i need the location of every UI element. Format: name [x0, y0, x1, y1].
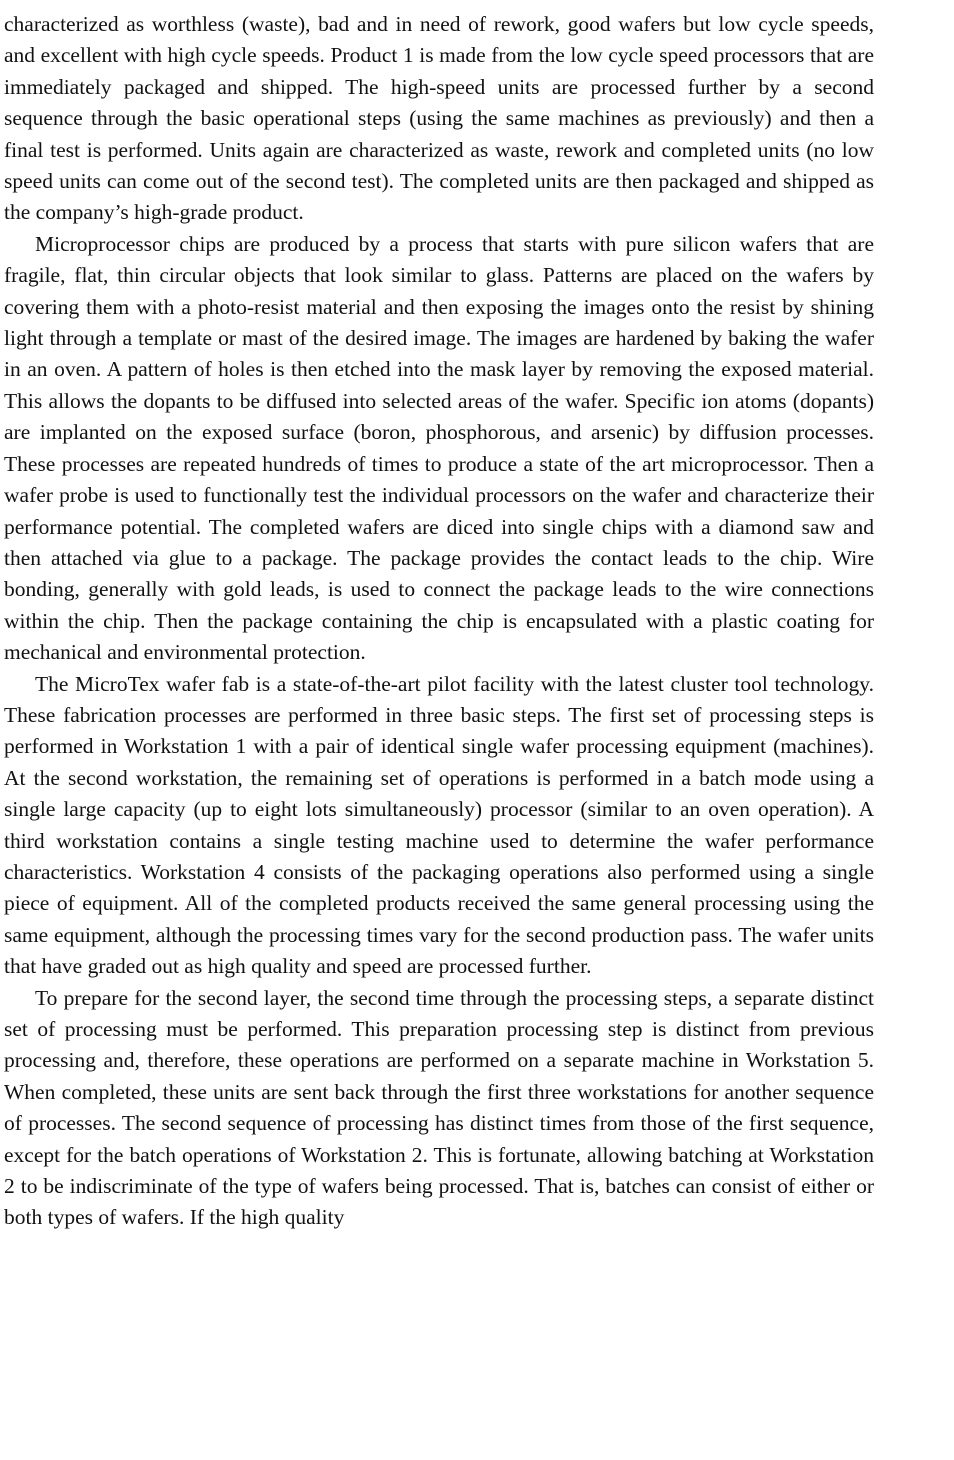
page-body [4, 9, 874, 1234]
paragraph-microtex-fab: The MicroTex wafer fab is a state-of-the-art pilot facility with the latest cluster tool technology. These fabrication processes are performed in three basic steps. The first set of processing steps is performed in Workstation 1 with a pair of identical single wafer processing equipment (machines). At the second workstation, the remaining set of operations is performed in a batch mode using a single large capacity (up to eight lots simultaneously) processor (similar to an oven operation). A third workstation contains a single testing machine used to determine the wafer performance characteristics. Workstation 4 consists of the packaging operations also performed using a single piece of equipment. All of the completed products received the same general processing using the same equipment, although the processing times vary for the second production pass. The wafer units that have graded out as high quality and speed are processed further. [4, 671, 874, 979]
paragraph-microprocessor-process: Microprocessor chips are produced by a process that starts with pure silicon wafers that are fragile, flat, thin circular objects that look similar to glass. Patterns are placed on the wafers by covering them with a photo-resist material and then exposing the images onto the resist by shining light through a template or mast of the desired image. The images are hardened by baking the wafer in an oven. A pattern of holes is then etched into the mask layer by removing the exposed material. This allows the dopants to be diffused into selected areas of the wafer. Specific ion atoms (dopants) are implanted on the exposed surface (boron, phosphorous, and arsenic) by diffusion processes. These processes are repeated hundreds of times to produce a state of the art microprocessor. Then a wafer probe is used to functionally test the individual processors on the wafer and characterize their performance potential. The completed wafers are diced into single chips with a diamond saw and then attached via glue to a package. The package provides the contact leads to the chip. Wire bonding, generally with gold leads, is used to connect the package leads to the wire connections within the chip. Then the package containing the chip is encapsulated with a plastic coating for mechanical and environmental protection. [4, 231, 874, 665]
paragraph-second-layer: To prepare for the second layer, the second time through the processing steps, a separate distinct set of processing must be performed. This preparation processing step is distinct from previous processing and, therefore, these operations are performed on a separate machine in Workstation 5. When completed, these units are sent back through the first three workstations for another sequence of processes. The second sequence of processing has distinct times from those of the first sequence, except for the batch operations of Workstation 2. This is fortunate, allowing batching at Workstation 2 to be indiscriminate of the type of wafers being processed. That is, batches can consist of either or both types of wafers. If the high quality [4, 985, 874, 1230]
paragraph-continued: characterized as worthless (waste), bad and in need of rework, good wafers but low cycle speeds, and excellent with high cycle speeds. Product 1 is made from the low cycle speed processors that are immediately packaged and shipped. The high-speed units are processed further by a second sequence through the basic operational steps (using the same machines as previously) and then a final test is performed. Units again are characterized as waste, rework and completed units (no low speed units can come out of the second test). The completed units are then packaged and shipped as the company’s high-grade product. [4, 12, 874, 225]
